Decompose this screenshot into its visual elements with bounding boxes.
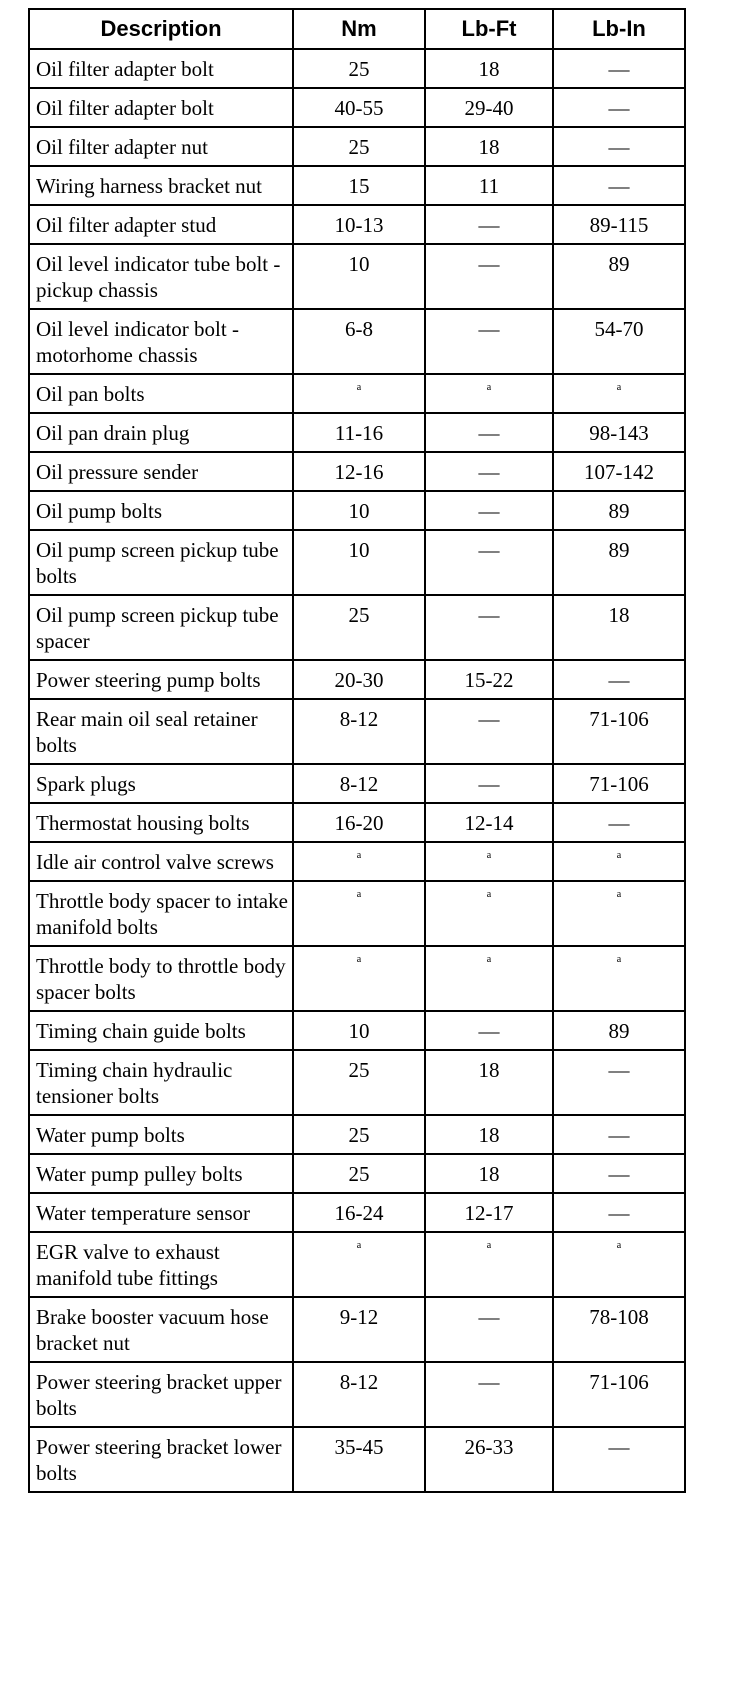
cell-nm: a (293, 946, 425, 1011)
table-row (29, 699, 685, 764)
cell-nm: 20-30 (293, 660, 425, 699)
cell-lb-in: 71-106 (553, 764, 685, 803)
cell-description: Water pump bolts (29, 1115, 293, 1154)
table-row (29, 1115, 685, 1154)
cell-nm: 6-8 (293, 309, 425, 374)
table-row (29, 1050, 685, 1115)
cell-nm: 16-24 (293, 1193, 425, 1232)
table-header-row (29, 9, 685, 49)
cell-description: Oil filter adapter stud (29, 205, 293, 244)
table-row (29, 595, 685, 660)
table-row (29, 88, 685, 127)
table-body (29, 49, 685, 1492)
cell-lb-ft: 12-14 (425, 803, 553, 842)
cell-lb-in: — (553, 803, 685, 842)
cell-description: Brake booster vacuum hose bracket nut (29, 1297, 293, 1362)
cell-lb-in: 107-142 (553, 452, 685, 491)
table-row (29, 127, 685, 166)
table-row (29, 452, 685, 491)
table-row (29, 1193, 685, 1232)
cell-lb-ft: — (425, 244, 553, 309)
cell-description: Throttle body to throttle body spacer bolts (29, 946, 293, 1011)
cell-description: Oil level indicator tube bolt - pickup chassis (29, 244, 293, 309)
table-row (29, 660, 685, 699)
cell-nm: 25 (293, 595, 425, 660)
cell-description: Timing chain hydraulic tensioner bolts (29, 1050, 293, 1115)
cell-lb-in: — (553, 127, 685, 166)
cell-lb-in: 71-106 (553, 1362, 685, 1427)
cell-lb-ft: — (425, 1297, 553, 1362)
cell-lb-in: — (553, 88, 685, 127)
cell-description: Oil pan bolts (29, 374, 293, 413)
cell-nm: 25 (293, 1115, 425, 1154)
cell-lb-ft: — (425, 699, 553, 764)
cell-lb-ft: — (425, 413, 553, 452)
cell-description: Oil filter adapter bolt (29, 88, 293, 127)
header-description: Description (29, 9, 293, 49)
cell-description: Water pump pulley bolts (29, 1154, 293, 1193)
cell-lb-in: a (553, 881, 685, 946)
cell-lb-ft: — (425, 452, 553, 491)
cell-lb-in: — (553, 1154, 685, 1193)
cell-lb-ft: 29-40 (425, 88, 553, 127)
cell-nm: 10 (293, 491, 425, 530)
cell-nm: 25 (293, 127, 425, 166)
table-row (29, 764, 685, 803)
table-row (29, 946, 685, 1011)
table-row (29, 166, 685, 205)
cell-lb-ft: a (425, 1232, 553, 1297)
table-row (29, 309, 685, 374)
table-row (29, 205, 685, 244)
cell-lb-in: 18 (553, 595, 685, 660)
table-row (29, 244, 685, 309)
table-row (29, 1362, 685, 1427)
cell-lb-in: — (553, 166, 685, 205)
cell-lb-ft: a (425, 374, 553, 413)
cell-description: Power steering bracket upper bolts (29, 1362, 293, 1427)
cell-description: Oil level indicator bolt - motorhome chassis (29, 309, 293, 374)
cell-description: Oil filter adapter bolt (29, 49, 293, 88)
cell-lb-in: — (553, 660, 685, 699)
cell-lb-ft: a (425, 881, 553, 946)
cell-nm: 15 (293, 166, 425, 205)
cell-description: Spark plugs (29, 764, 293, 803)
cell-lb-in: a (553, 374, 685, 413)
cell-nm: 16-20 (293, 803, 425, 842)
table-row (29, 803, 685, 842)
cell-lb-ft: — (425, 764, 553, 803)
cell-lb-in: 54-70 (553, 309, 685, 374)
cell-nm: 10 (293, 530, 425, 595)
cell-lb-in: 89 (553, 244, 685, 309)
cell-lb-in: a (553, 842, 685, 881)
cell-nm: 35-45 (293, 1427, 425, 1492)
cell-description: Timing chain guide bolts (29, 1011, 293, 1050)
cell-lb-in: 71-106 (553, 699, 685, 764)
cell-lb-ft: — (425, 205, 553, 244)
cell-description: Oil pressure sender (29, 452, 293, 491)
cell-lb-in: a (553, 1232, 685, 1297)
cell-description: Oil pump screen pickup tube bolts (29, 530, 293, 595)
cell-nm: 25 (293, 49, 425, 88)
cell-description: Water temperature sensor (29, 1193, 293, 1232)
table-row (29, 374, 685, 413)
cell-description: Idle air control valve screws (29, 842, 293, 881)
cell-nm: 10 (293, 244, 425, 309)
cell-description: Thermostat housing bolts (29, 803, 293, 842)
table-row (29, 1427, 685, 1492)
header-lb-in: Lb-In (553, 9, 685, 49)
cell-lb-ft: 12-17 (425, 1193, 553, 1232)
cell-nm: 8-12 (293, 699, 425, 764)
cell-nm: 25 (293, 1154, 425, 1193)
cell-lb-in: — (553, 49, 685, 88)
cell-nm: 40-55 (293, 88, 425, 127)
cell-description: EGR valve to exhaust manifold tube fittings (29, 1232, 293, 1297)
cell-nm: a (293, 374, 425, 413)
cell-lb-in: 89-115 (553, 205, 685, 244)
cell-lb-in: 89 (553, 530, 685, 595)
cell-nm: 12-16 (293, 452, 425, 491)
cell-nm: 25 (293, 1050, 425, 1115)
cell-nm: 10-13 (293, 205, 425, 244)
table-row (29, 530, 685, 595)
cell-lb-in: — (553, 1050, 685, 1115)
cell-description: Oil pan drain plug (29, 413, 293, 452)
table-row (29, 491, 685, 530)
cell-lb-ft: — (425, 595, 553, 660)
cell-lb-in: a (553, 946, 685, 1011)
cell-nm: 9-12 (293, 1297, 425, 1362)
cell-description: Throttle body spacer to intake manifold bolts (29, 881, 293, 946)
cell-lb-ft: 26-33 (425, 1427, 553, 1492)
header-lb-ft: Lb-Ft (425, 9, 553, 49)
cell-nm: a (293, 881, 425, 946)
cell-lb-in: 78-108 (553, 1297, 685, 1362)
cell-lb-ft: 18 (425, 127, 553, 166)
table-row (29, 1154, 685, 1193)
table-row (29, 881, 685, 946)
cell-description: Oil pump bolts (29, 491, 293, 530)
cell-nm: 8-12 (293, 764, 425, 803)
cell-lb-in: — (553, 1193, 685, 1232)
cell-lb-ft: 18 (425, 1154, 553, 1193)
cell-lb-ft: — (425, 1011, 553, 1050)
table-row (29, 1011, 685, 1050)
cell-description: Oil filter adapter nut (29, 127, 293, 166)
table-row (29, 413, 685, 452)
cell-description: Wiring harness bracket nut (29, 166, 293, 205)
cell-lb-ft: 11 (425, 166, 553, 205)
cell-description: Power steering bracket lower bolts (29, 1427, 293, 1492)
cell-description: Rear main oil seal retainer bolts (29, 699, 293, 764)
cell-lb-ft: 15-22 (425, 660, 553, 699)
cell-nm: 8-12 (293, 1362, 425, 1427)
cell-nm: a (293, 842, 425, 881)
cell-description: Power steering pump bolts (29, 660, 293, 699)
table-row (29, 1232, 685, 1297)
cell-lb-in: 89 (553, 1011, 685, 1050)
table-row (29, 49, 685, 88)
cell-lb-ft: — (425, 309, 553, 374)
cell-lb-ft: 18 (425, 49, 553, 88)
cell-lb-ft: 18 (425, 1050, 553, 1115)
cell-lb-in: — (553, 1427, 685, 1492)
cell-lb-ft: — (425, 1362, 553, 1427)
header-nm: Nm (293, 9, 425, 49)
table-row (29, 842, 685, 881)
cell-lb-ft: a (425, 946, 553, 1011)
cell-lb-ft: — (425, 491, 553, 530)
cell-lb-ft: — (425, 530, 553, 595)
cell-lb-in: — (553, 1115, 685, 1154)
cell-nm: 10 (293, 1011, 425, 1050)
cell-description: Oil pump screen pickup tube spacer (29, 595, 293, 660)
cell-lb-ft: a (425, 842, 553, 881)
cell-lb-ft: 18 (425, 1115, 553, 1154)
cell-lb-in: 98-143 (553, 413, 685, 452)
table-row (29, 1297, 685, 1362)
cell-nm: a (293, 1232, 425, 1297)
cell-nm: 11-16 (293, 413, 425, 452)
cell-lb-in: 89 (553, 491, 685, 530)
torque-specifications-table (28, 8, 686, 1493)
